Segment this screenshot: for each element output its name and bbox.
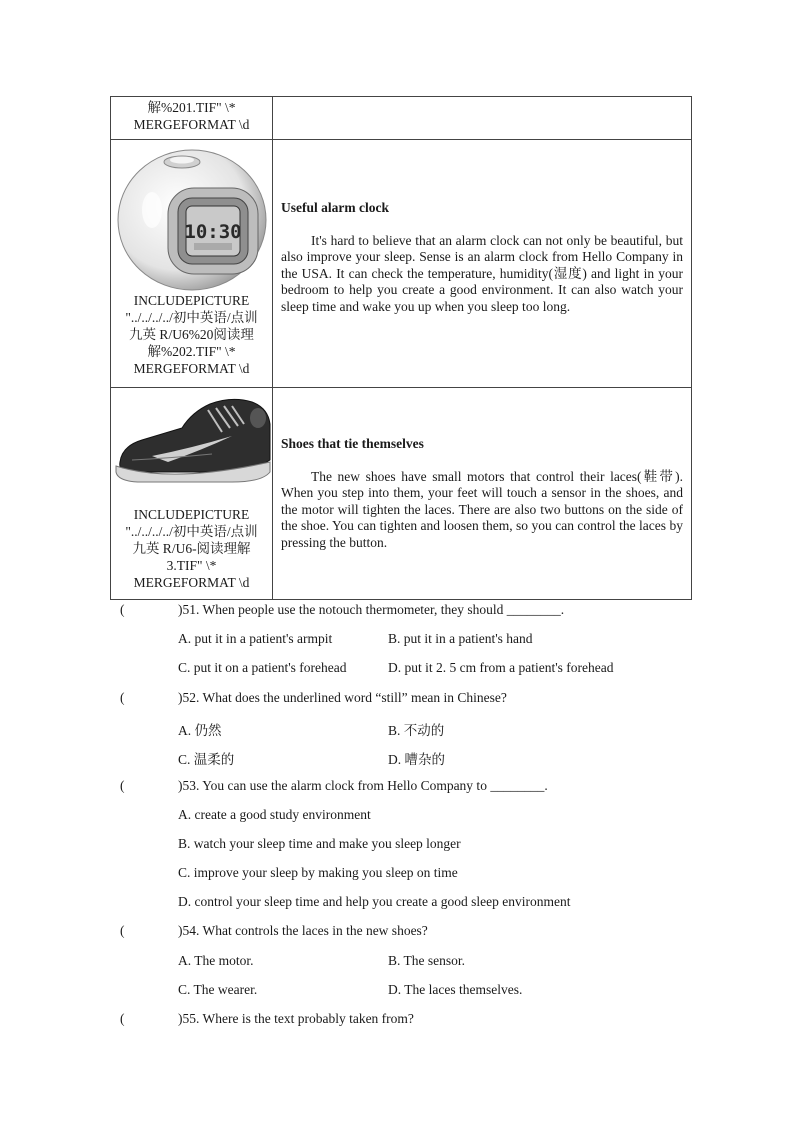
question-text: )53. You can use the alarm clock from Hello Company to ________.	[178, 778, 548, 793]
image-caption-line: MERGEFORMAT \d	[133, 361, 250, 376]
answer-blank[interactable]: (	[120, 602, 125, 617]
answer-option: A. 仍然	[178, 723, 222, 738]
article-title: Useful alarm clock	[281, 200, 389, 215]
text-cell	[273, 97, 691, 139]
image-caption-line: INCLUDEPICTURE	[133, 507, 250, 522]
image-caption-line: 九英 R/U6%20阅读理	[129, 327, 254, 342]
answer-option: C. put it on a patient's forehead	[178, 660, 347, 675]
image-caption-line: 解%201.TIF" \*	[147, 100, 236, 115]
answer-option: D. control your sleep time and help you create a good sleep environment	[178, 894, 571, 909]
question-text: )54. What controls the laces in the new shoes?	[178, 923, 428, 938]
table-row	[111, 387, 691, 599]
article-body: It's hard to believe that an alarm clock can not only be beautiful, but also improve your sleep. Sense is an alarm clock from Hello Company in the USA. It can check the temperature, humidity(湿度) and light in your bedroom to help you create a good environment. It can also watch your sleep time and wake you up when you sleep too long.	[281, 232, 683, 314]
answer-option: B. watch your sleep time and make you sleep longer	[178, 836, 461, 851]
answer-option: C. improve your sleep by making you sleep on time	[178, 865, 458, 880]
image-cell	[111, 140, 273, 387]
answer-option: A. The motor.	[178, 953, 254, 968]
sneaker-image	[112, 388, 272, 506]
article-table	[110, 96, 692, 600]
answer-option: C. The wearer.	[178, 982, 258, 997]
question-stem	[120, 923, 720, 939]
article-body: The new shoes have small motors that control their laces(鞋带). When you step into them, your feet will touch a sensor in the shoes, and the motor will tighten the laces. There are also two buttons on the side of the shoe. You can tighten and loosen them, so you can control the laces by pressing the button.	[281, 468, 683, 550]
question-stem	[120, 690, 720, 706]
image-cell	[111, 388, 273, 599]
image-caption-line: 解%202.TIF" \*	[147, 344, 236, 359]
question-stem	[120, 1011, 720, 1027]
answer-option: C. 温柔的	[178, 752, 235, 767]
answer-blank[interactable]: (	[120, 1011, 125, 1026]
answer-blank[interactable]: (	[120, 778, 125, 793]
answer-option: A. create a good study environment	[178, 807, 371, 822]
image-caption-line: MERGEFORMAT \d	[133, 117, 250, 132]
question-stem	[120, 602, 720, 618]
answer-blank[interactable]: (	[120, 923, 125, 938]
answer-option: B. 不动的	[388, 723, 445, 738]
image-caption-line: "../../../../初中英语/点训	[125, 310, 258, 325]
question-text: )52. What does the underlined word “still” mean in Chinese?	[178, 690, 507, 705]
table-row	[111, 139, 691, 387]
article-title: Shoes that tie themselves	[281, 436, 424, 451]
answer-blank[interactable]: (	[120, 690, 125, 705]
image-caption-line: 九英 R/U6-阅读理解	[132, 541, 251, 556]
image-cell	[111, 97, 273, 139]
question-text: )55. Where is the text probably taken from?	[178, 1011, 414, 1026]
question-text: )51. When people use the notouch thermometer, they should ________.	[178, 602, 565, 617]
image-caption-line: 3.TIF" \*	[166, 558, 217, 573]
question-stem	[120, 778, 720, 794]
answer-option: B. The sensor.	[388, 953, 465, 968]
answer-option: D. put it 2. 5 cm from a patient's forehead	[388, 660, 614, 675]
alarm-clock-image	[112, 140, 272, 292]
image-caption-line: MERGEFORMAT \d	[133, 575, 250, 590]
answer-option: D. 嘈杂的	[388, 752, 445, 767]
answer-option: A. put it in a patient's armpit	[178, 631, 333, 646]
image-caption-line: "../../../../初中英语/点训	[125, 524, 258, 539]
answer-option: D. The laces themselves.	[388, 982, 523, 997]
table-row	[111, 97, 691, 139]
text-cell	[273, 388, 691, 599]
image-caption-line: INCLUDEPICTURE	[133, 293, 250, 308]
text-cell	[273, 140, 691, 387]
answer-option: B. put it in a patient's hand	[388, 631, 533, 646]
clock-display-text: 10:30	[183, 221, 242, 243]
